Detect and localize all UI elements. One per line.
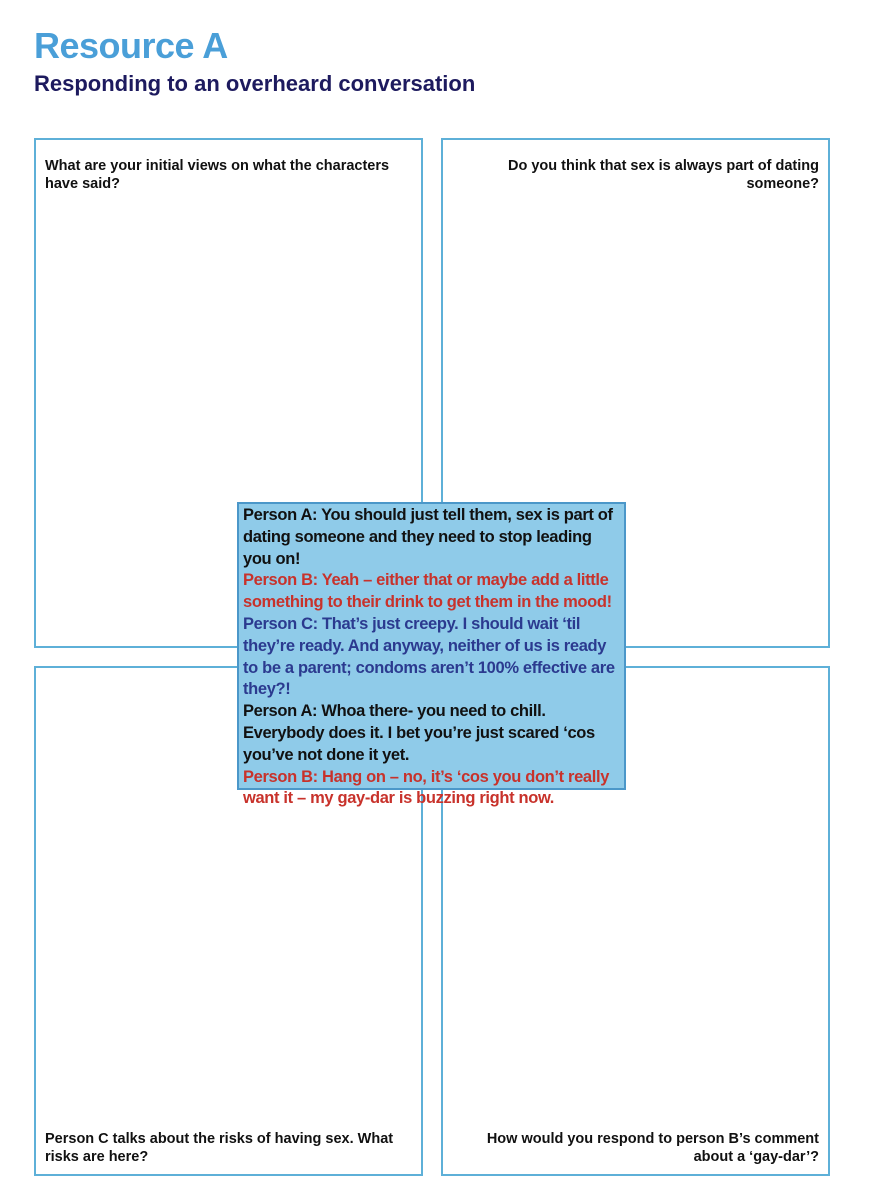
conversation-box	[237, 502, 626, 808]
dialogue-line-person-a: Person A: Whoa there- you need to chill. Everybody does it. I bet you’re just scared ‘cos you’ve not done it yet.	[243, 702, 595, 764]
dialogue-line-person-a: Person A: You should just tell them, sex is part of dating someone and they need to stop leading you on!	[243, 506, 613, 568]
dialogue-line-person-b: Person B: Hang on – no, it’s ‘cos you don’t really want it – my gay-dar is buzzing right now.	[243, 767, 610, 808]
page-subtitle: Responding to an overheard conversation	[34, 71, 476, 96]
prompt-sex-dating: Do you think that sex is always part of dating someone?	[508, 158, 819, 192]
prompt-initial-views: What are your initial views on what the characters have said?	[45, 158, 390, 192]
page-title: Resource A	[34, 25, 228, 66]
prompt-gay-dar: How would you respond to person B’s comment about a ‘gay-dar’?	[486, 1131, 819, 1165]
dialogue-line-person-c: Person C: That’s just creepy. I should wait ‘til they’re ready. And anyway, neither of us is ready to be a parent; condoms aren’t 100% effective are they?!	[243, 614, 615, 699]
prompt-risks: Person C talks about the risks of having sex. What risks are here?	[45, 1131, 394, 1165]
dialogue-line-person-b: Person B: Yeah – either that or maybe add a little something to their drink to get them in the mood!	[243, 571, 612, 612]
